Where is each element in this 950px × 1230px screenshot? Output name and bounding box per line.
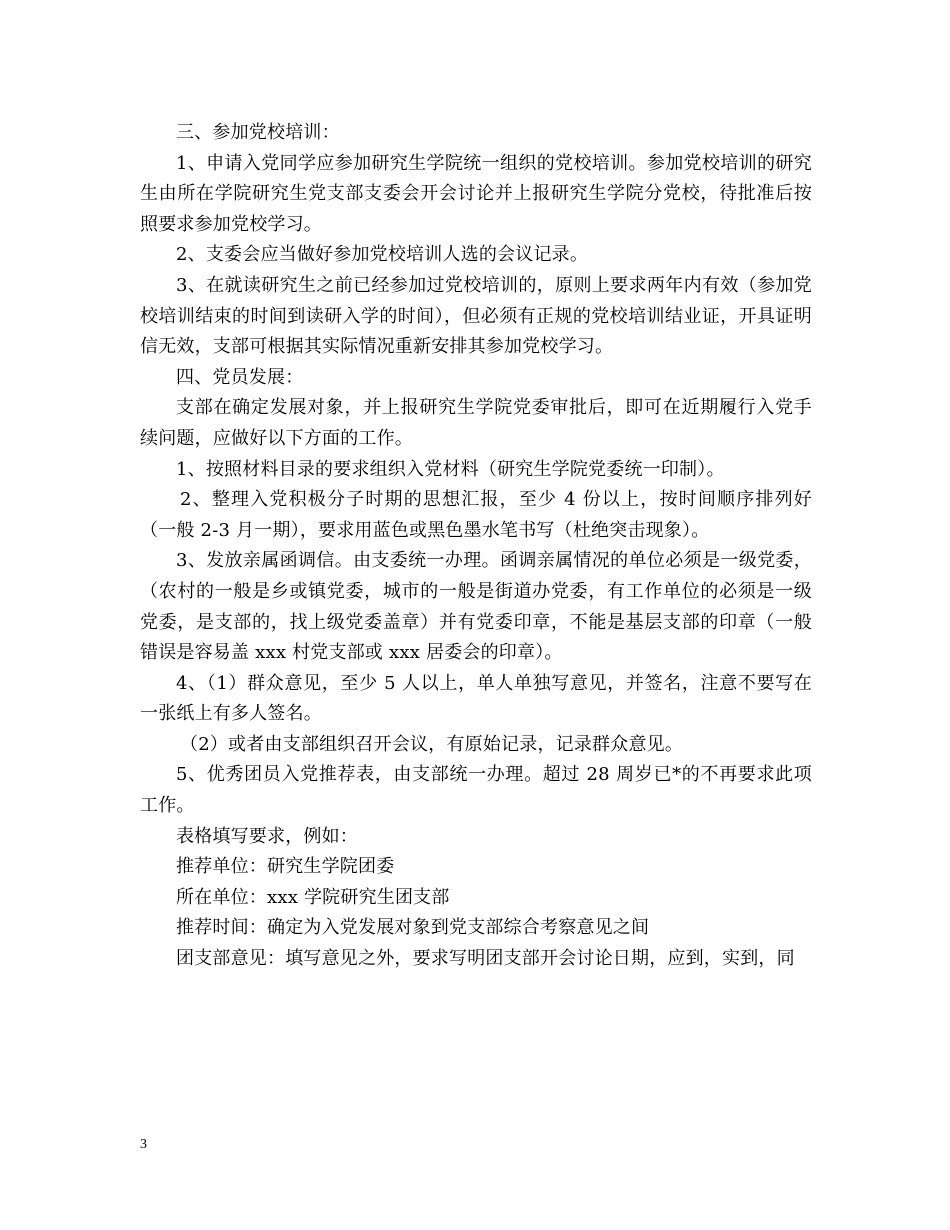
section-heading-party-school-training: 三、参加党校培训：	[176, 122, 340, 143]
paragraph-intro: 支部在确定发展对象，并上报研究生学院党委审批后，即可在近期履行入党手续问题，应做好以下方面的工作。	[140, 397, 812, 449]
paragraph-league-branch-opinion: 团支部意见：填写意见之外，要求写明团支部开会讨论日期，应到，实到，同	[176, 948, 795, 970]
paragraph-recommending-unit: 推荐单位：研究生学院团委	[176, 856, 395, 878]
paragraph-item-1: 1、申请入党同学应参加研究生学院统一组织的党校培训。参加党校培训的研究生由所在学院研究生党支部支委会开会讨论并上报研究生学院分党校，待批准后按照要求参加党校学习。	[140, 152, 812, 235]
paragraph-affiliated-unit: 所在单位：xxx 学院研究生团支部	[176, 886, 450, 908]
paragraph-dev-item-3: 3、发放亲属函调信。由支委统一办理。函调亲属情况的单位必须是一级党委，（农村的一般是乡或镇党委，城市的一般是街道办党委，有工作单位的必须是一级党委，是支部的，找上级党委盖章）并有党委印章，不能是基层支部的印章（一般错误是容易盖 xxx 村党支部或 xxx 居委会的印章）。	[140, 550, 812, 664]
page-number: 3	[140, 1137, 147, 1152]
document-body	[140, 118, 812, 975]
paragraph-dev-item-4: 4、（1）群众意见，至少 5 人以上，单人单独写意见，并签名，注意不要写在一张纸上有多人签名。	[140, 672, 812, 725]
paragraph-item-2: 2、支委会应当做好参加党校培训人选的会议记录。	[176, 244, 589, 266]
section-heading-member-development: 四、党员发展：	[176, 366, 304, 388]
paragraph-dev-item-5: 5、优秀团员入党推荐表，由支部统一办理。超过 28 周岁已*的不再要求此项工作。	[140, 764, 812, 817]
paragraph-dev-item-4-sub2: （2）或者由支部组织召开会议，有原始记录，记录群众意见。	[180, 733, 684, 755]
paragraph-item-3: 3、在就读研究生之前已经参加过党校培训的，原则上要求两年内有效（参加党校培训结束的时间到读研入学的时间），但必须有正规的党校培训结业证，开具证明信无效，支部可根据其实际情况重新安排其参加党校学习。	[140, 274, 812, 358]
paragraph-recommendation-time: 推荐时间：确定为入党发展对象到党支部综合考察意见之间	[176, 917, 650, 939]
paragraph-form-requirements: 表格填写要求，例如：	[176, 825, 358, 847]
paragraph-dev-item-1: 1、按照材料目录的要求组织入党材料（研究生学院党委统一印制）。	[176, 458, 725, 480]
paragraph-dev-item-2: 2、整理入党积极分子时期的思想汇报，至少 4 份以上，按时间顺序排列好（一般 2-3 月一期），要求用蓝色或黑色墨水笔书写（杜绝突击现象）。	[140, 489, 812, 541]
